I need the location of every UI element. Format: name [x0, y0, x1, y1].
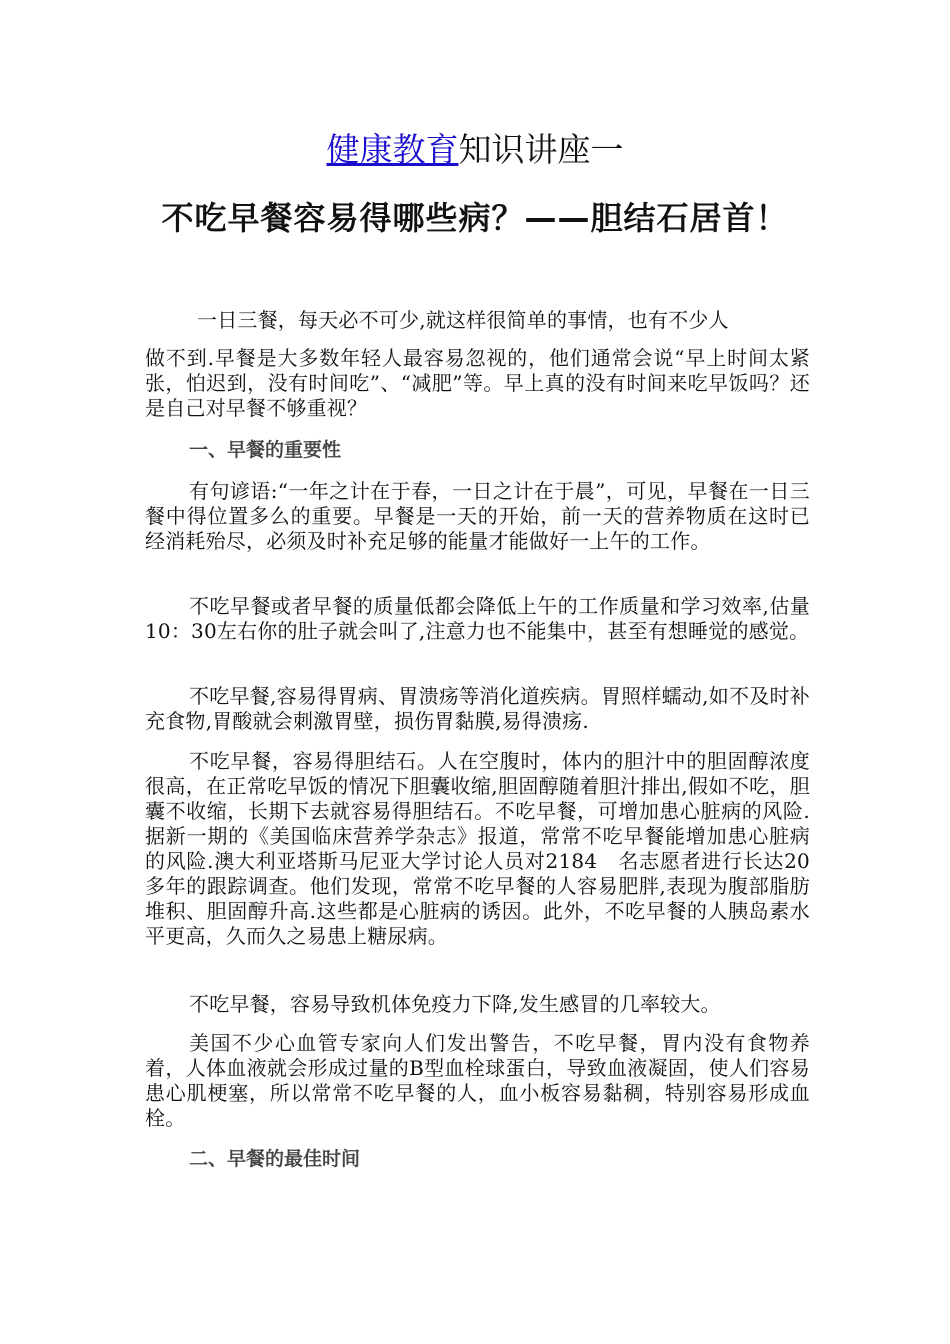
page-title [0, 128, 950, 172]
title-rest: 知识讲座一 [458, 130, 624, 169]
article-subtitle: 不吃早餐容易得哪些病？——胆结石居首！ [161, 199, 789, 237]
paragraph-proverb: 有句谚语:“一年之计在于春，一日之计在于晨”，可见，早餐在一日三餐中得位置多么的重要。早餐是一天的开始，前一天的营养物质在这时已经消耗殆尽，必须及时补充足够的能量才能做好一上午的工作。 [145, 479, 810, 553]
intro-paragraph: 做不到.早餐是大多数年轻人最容易忽视的，他们通常会说“早上时间太紧张，怕迟到，没有时间吃”、“减肥”等。早上真的没有时间来吃早饭吗？还是自己对早餐不够重视？ [145, 346, 810, 420]
paragraph-stomach-disease: 不吃早餐,容易得胃病、胃溃疡等消化道疾病。胃照样蠕动,如不及时补充食物,胃酸就会刺激胃壁，损伤胃黏膜,易得溃疡. [145, 684, 810, 733]
paragraph-gallstones-heart: 不吃早餐，容易得胆结石。人在空腹时，体内的胆汁中的胆固醇浓度很高，在正常吃早饭的情况下胆囊收缩,胆固醇随着胆汁排出,假如不吃，胆囊不收缩，长期下去就容易得胆结石。不吃早餐，可增加患心脏病的风险.据新一期的《美国临床营养学杂志》报道，常常不吃早餐能增加患心脏病的风险.澳大利亚塔斯马尼亚大学讨论人员对2184 名志愿者进行长达20多年的跟踪调查。他们发现，常常不吃早餐的人容易肥胖,表现为腹部脂肪堆积、胆固醇升高.这些都是心脏病的诱因。此外，不吃早餐的人胰岛素水平更高，久而久之易患上糖尿病。 [145, 749, 810, 948]
paragraph-immunity: 不吃早餐，容易导致机体免疫力下降,发生感冒的几率较大。 [189, 992, 721, 1016]
paragraph-work-efficiency: 不吃早餐或者早餐的质量低都会降低上午的工作质量和学习效率,估量10：30左右你的肚子就会叫了,注意力也不能集中，甚至有想睡觉的感觉。 [145, 594, 810, 643]
health-education-link[interactable]: 健康教育 [326, 130, 459, 169]
section-heading-best-time: 二、早餐的最佳时间 [189, 1148, 361, 1170]
intro-first-line: 一日三餐，每天必不可少,就这样很简单的事情，也有不少人 [197, 308, 729, 332]
paragraph-thrombosis: 美国不少心血管专家向人们发出警告，不吃早餐，胃内没有食物养着，人体血液就会形成过量的B型血栓球蛋白，导致血液凝固，使人们容易患心肌梗塞，所以常常不吃早餐的人，血小板容易黏稠，特别容易形成血栓。 [145, 1031, 810, 1130]
section-heading-importance: 一、早餐的重要性 [189, 439, 342, 461]
